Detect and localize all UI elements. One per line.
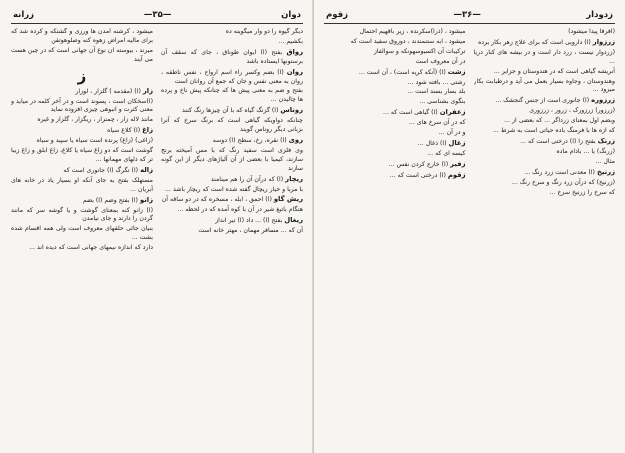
page-right — [313, 0, 625, 453]
entry-text: دیگر گیوه را دو وار میگوینه ده — [225, 28, 303, 35]
entry-text: (ا) (آنکه کریه است) ، آن است ... — [358, 68, 446, 76]
dictionary-entry — [474, 189, 616, 198]
dictionary-entry — [11, 147, 153, 165]
entry-text: (ا)سخکان است ، پسوند است و در آخر کلمه در میاید و معنی کثرت و انبوهی چیزی افزوده نماید — [11, 97, 153, 114]
headword: زانو — [139, 195, 153, 204]
column-left — [324, 28, 466, 446]
page-number: —۳۵— — [143, 10, 172, 20]
entry-text: میشود ، کرشنه آمدن ها ورزی و گشتکه و کرده شد که برای مالیه امراض زهوه کنه وصلوهوتقن — [11, 28, 153, 44]
entry-text: میشود ، ابه ستنمندند ، دوروق سفید است که — [350, 37, 466, 45]
dictionary-entry — [324, 171, 466, 181]
headword: زرزوار — [592, 37, 615, 46]
section-letter: ز — [77, 66, 87, 85]
entry-text: چنانکه دواویکه گیاهی است که برنگ سرخ که آنرا بزبانی دیگر روناس گویند — [161, 117, 303, 134]
columns — [324, 28, 615, 446]
entry-text: (افرقا پیدا میشود) — [568, 28, 615, 35]
headword: روان — [286, 67, 303, 76]
entry-text: (ا) خارج کردن نفس ... — [388, 160, 449, 168]
dictionary-entry — [474, 127, 616, 136]
entry-text: بفتح و ضم به معنی پیش ها که چنانکه پیش ناخ و پرده ها چالیدن ... — [161, 87, 303, 104]
entry-text: مستهلک بفتح به جای آنکه او بسیار یاد در خانه های آبریان ... — [11, 176, 153, 193]
headword: رواق — [286, 47, 303, 56]
dictionary-entry — [474, 158, 616, 167]
entry-text: (ا) احمق ، ابله ، مسخره که در دو ساقه آن — [161, 196, 272, 204]
dictionary-entry — [474, 78, 616, 96]
gutter — [312, 0, 313, 453]
dictionary-entry — [324, 150, 466, 159]
headword: زقوم — [447, 170, 466, 179]
header-left-text: زرانه — [13, 10, 35, 20]
dictionary-entry — [11, 137, 153, 146]
dictionary-entry — [474, 148, 616, 157]
entry-text: بفتح زا (ا) درختی است که ... — [520, 137, 596, 145]
dictionary-entry — [11, 166, 153, 176]
page-number: —۳۶— — [453, 10, 481, 20]
dictionary-entry — [11, 28, 153, 46]
entry-text: بفتح (ا) ... داد (ا) تیر انداز — [215, 217, 283, 225]
page-header — [324, 10, 615, 24]
entry-text: (ا) زانو کنه بمعنای گوشت و یا گوشه سر که مانند گردن را دارند و جای نیامدن — [11, 206, 153, 223]
headword: زرزوره — [591, 96, 615, 105]
entry-text: (ا) کلاغ سیاه — [107, 127, 141, 135]
entry-text: (زرنیخ) که درآن زرد رنگ و سرخ رنگ ... — [511, 178, 615, 186]
dictionary-entry — [11, 244, 153, 253]
header-right-text: زدودار — [586, 10, 613, 20]
dictionary-entry — [161, 227, 303, 236]
entry-text: بلد بسار بسند است ... — [407, 88, 466, 96]
column-left — [11, 28, 153, 446]
dictionary-entry — [161, 206, 303, 215]
dictionary-entry — [161, 136, 303, 146]
entry-text: مثال ... — [595, 157, 615, 165]
dictionary-entry — [324, 139, 466, 149]
dictionary-entry — [161, 48, 303, 67]
headword: روناس — [280, 106, 303, 115]
dictionary-entry — [474, 117, 616, 126]
dictionary-entry — [161, 87, 303, 105]
dictionary-entry — [324, 58, 466, 67]
dictionary-entry — [11, 47, 153, 65]
dictionary-entry — [11, 196, 153, 206]
entry-text: (ا) گیاهی است که ... — [383, 109, 438, 117]
entry-text: میرند ، بیوسته ان نوع آن جهانی است که در چین هست می آیند — [11, 46, 153, 63]
columns — [11, 28, 303, 446]
headword: ریچار — [285, 174, 303, 183]
dictionary-entry — [11, 177, 153, 195]
entry-text: (ا) بفتح وضم (ا) بضم — [82, 196, 138, 204]
headword: زرنیخ — [596, 167, 615, 176]
entry-text: وهندوستان ، وجاوه بسیار بعمل می آید و درطبابت بکار میرود ... — [473, 77, 615, 94]
headword: زرنک — [597, 136, 615, 145]
entry-text: که ازه ها با فرمنگ باده حیاتی است به شرط ... — [492, 127, 615, 135]
dictionary-entry — [161, 117, 303, 135]
dictionary-entry — [161, 216, 303, 226]
entry-text: (ا) (مقدمه ) گلزار ، لوزار — [75, 87, 141, 95]
entry-text: و در آن ... — [438, 129, 466, 137]
dictionary-entry — [474, 38, 616, 48]
dictionary-entry — [474, 68, 616, 77]
entry-text: بکشیم ... — [278, 37, 303, 45]
dictionary-entry — [474, 49, 616, 67]
dictionary-entry — [324, 38, 466, 47]
entry-text: آنریشه گیاهی است که در هندوستان و جزایر ... — [493, 67, 615, 75]
entry-text: (ا) که درآن آن را هم مینامند — [210, 175, 284, 183]
entry-text: (ا) بضم وکسر راء اسم ارواح ، نفس ناطقه ، روان به معنی نفس و جان که جمع آن روانان است — [161, 68, 303, 85]
entry-text: که در آن سرخ های ... — [408, 119, 466, 127]
dictionary-entry — [474, 168, 616, 178]
entry-text: (ا) ذغال ... — [417, 139, 447, 147]
entry-text: وبضم اول بمعنای زرداگر ... که بعضی از ... — [504, 117, 615, 125]
dictionary-entry — [324, 88, 466, 97]
dictionary-entry — [161, 186, 303, 195]
column-right — [474, 28, 616, 446]
dictionary-entry — [324, 160, 466, 170]
entry-text: بنگوی بشناسی ... — [419, 98, 466, 106]
headword: ریغال — [284, 216, 303, 225]
entry-text: ترکیبات آن اکسیوسهونکه و سوالفاز — [373, 47, 466, 55]
entry-text: گوشت است که دو زاغ سیاه یا کلاغ، زاغ ابلق و زاغ زیبا تر که دلهای مهمانها ... — [11, 147, 153, 163]
entry-text: (ا) جانوری است از جنس گنجشک ... — [495, 97, 590, 105]
dictionary-entry — [474, 179, 616, 188]
dictionary-entry — [474, 28, 616, 37]
headword: زار — [142, 86, 153, 95]
page-left — [1, 0, 313, 453]
entry-text: (زرنگ) با ... بادام ماده — [556, 147, 615, 155]
dictionary-entry — [161, 28, 303, 37]
entry-text: کیسه ای که ... — [427, 149, 466, 157]
dictionary-entry — [324, 48, 466, 57]
dictionary-entry — [474, 107, 616, 116]
dictionary-entry — [161, 106, 303, 116]
entry-text: وی فلزی است سفید رنگ که با مس آمیخته برنج سازند، کیمیا با بعضی از آن آلیاژهای دیگر از این گونه سازند — [161, 146, 303, 172]
dictionary-entry — [11, 207, 153, 225]
header-right-text: دوان — [281, 10, 301, 20]
headword: زغال — [448, 138, 466, 147]
entry-text: که سرخ را زرنیخ سرخ ... — [549, 188, 615, 196]
entry-text: بفتح (ا) ایوان طوناق ، جای که سقف آن برستونها ایستاده باشد — [161, 48, 303, 65]
entry-text: میشود ، (ذرا)سکرنده ، زیر باقهیم احتمال — [359, 28, 466, 35]
dictionary-entry — [11, 126, 153, 136]
entry-text: (ا) درختی است که ... — [389, 171, 446, 179]
dictionary-entry — [161, 38, 303, 47]
dictionary-entry — [161, 68, 303, 87]
dictionary-entry — [11, 98, 153, 116]
headword: زفیر — [450, 159, 466, 168]
dictionary-entry — [324, 129, 466, 138]
dictionary-entry — [11, 225, 153, 243]
headword: روی — [288, 135, 303, 144]
header-left-text: زقوم — [326, 10, 349, 20]
dictionary-entry — [324, 119, 466, 128]
entry-text: (ا) دارویی است که برای علاج زهر بکار برده — [478, 38, 591, 46]
dictionary-entry — [161, 147, 303, 174]
column-right — [161, 28, 303, 446]
entry-text: با مربا و خیار ریچال گفته شده است که ریچار باشد ... — [165, 185, 303, 193]
headword: ریش گاو — [273, 195, 303, 204]
dictionary-entry — [324, 28, 466, 37]
dictionary-entry — [324, 68, 466, 78]
entry-text: (ا) گزنگ گیاه که با آن چیزها رنگ کنند — [182, 107, 279, 115]
entry-text: دارد که اندازه نیمهای جهانی است که دیده اند ... — [29, 244, 153, 252]
entry-text: هنگام باتیغ شیر در آن با کوه آمده که در لحظه ... — [177, 206, 303, 214]
entry-text: در آن معروف است — [415, 57, 466, 65]
dictionary-entry — [474, 96, 616, 106]
dictionary-entry — [474, 137, 616, 147]
dictionary-entry — [11, 116, 153, 125]
headword: زاله — [140, 165, 153, 174]
dictionary-entry — [324, 79, 466, 88]
entry-text: مانند لاله زار ، چمنزار ، ریگزار ، گلزار و غیره — [37, 116, 153, 124]
headword: زعفران — [439, 108, 466, 117]
entry-text: (ا) نقره، رخ، سطح (ا) دوسه — [212, 136, 287, 144]
entry-text: بنیان جائی حلقهای معروف است ولی همه اقسام شده بشت ... — [11, 225, 153, 242]
entry-text: (ا) معدنی است زرد رنگ ... — [524, 168, 595, 176]
entry-text: (زردوار نیست ، زرد دار است و در بیشه های کنار دریا ... — [473, 48, 615, 65]
entry-text: آن که ... مسافر مهمان ، مهتر خانه است — [198, 227, 303, 235]
dictionary-entry — [324, 98, 466, 107]
page-header — [11, 10, 303, 24]
dictionary-entry — [11, 87, 153, 97]
entry-text: (زرزور) زرزورک ، زرور ، زرزوری — [529, 107, 615, 115]
dictionary-entry — [161, 175, 303, 185]
headword: زاغ — [142, 126, 153, 135]
dictionary-entry — [161, 195, 303, 205]
dictionary-entry — [324, 108, 466, 118]
entry-text: (زاغی) (زاغ) پرنده است سیاه یا سپید و سیاه — [36, 137, 153, 145]
entry-text: رشتی ... بافته شود ... — [407, 78, 466, 86]
headword: زشت — [447, 67, 466, 76]
entry-text: (ا) تگرگ (ا) جانوری است که — [63, 166, 139, 174]
